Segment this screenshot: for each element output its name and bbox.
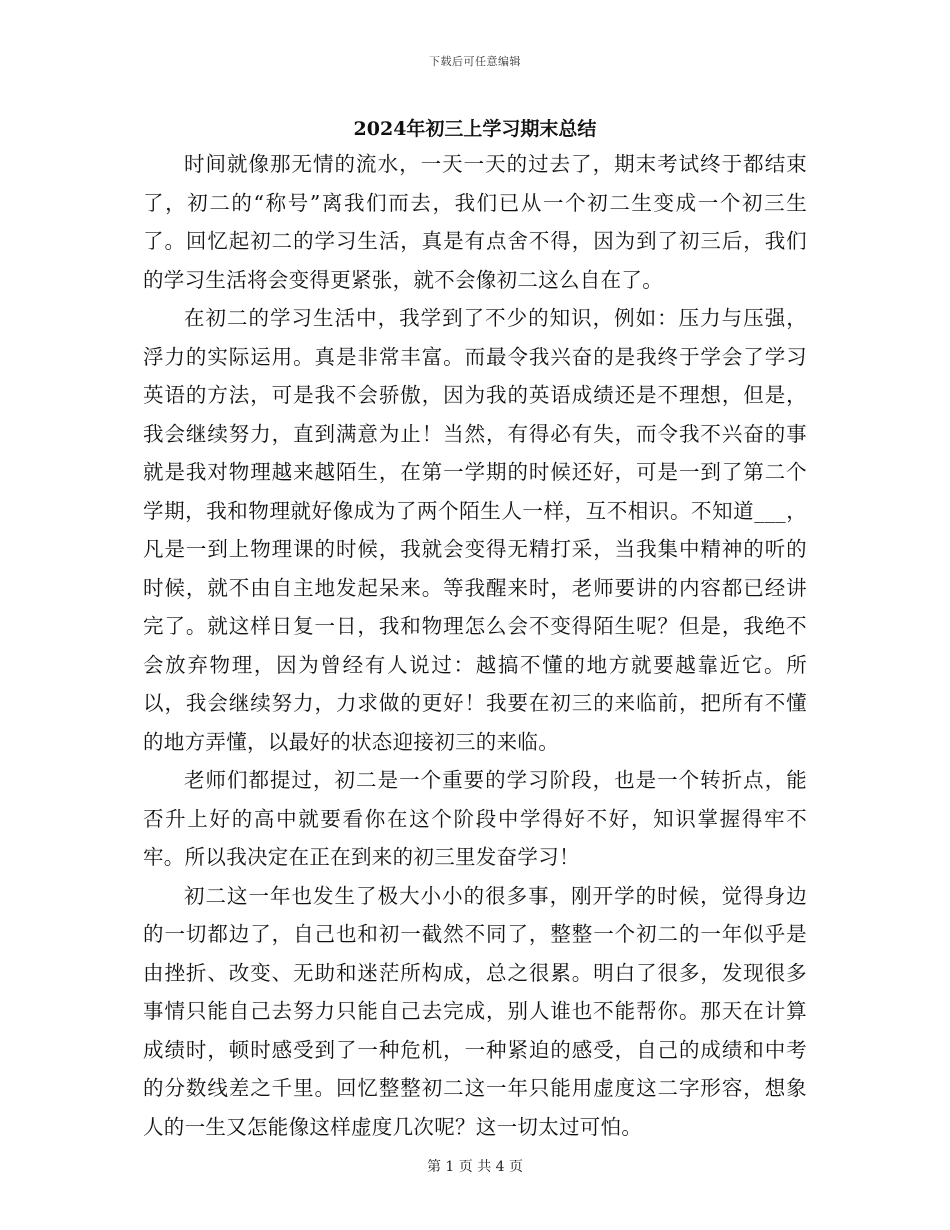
- header-note: 下载后可任意编辑: [429, 55, 521, 68]
- document-body: [143, 145, 807, 1146]
- paragraph-1: 时间就像那无情的流水，一天一天的过去了，期末考试终于都结束了，初二的“称号”离我们而去，我们已从一个初二生变成一个初三生了。回忆起初二的学习生活，真是有点舍不得，因为到了初三后，我们的学习生活将会变得更紧张，就不会像初二这么自在了。: [143, 152, 807, 292]
- paragraph-3: 老师们都提过，初二是一个重要的学习阶段，也是一个转折点，能否升上好的高中就要看你在这个阶段中学得好不好，知识掌握得牢不牢。所以我决定在正在到来的初三里发奋学习！: [143, 768, 807, 869]
- page-number: 第 1 页 共 4 页: [426, 1159, 524, 1175]
- paragraph-2: 在初二的学习生活中，我学到了不少的知识，例如：压力与压强，浮力的实际运用。真是非常丰富。而最令我兴奋的是我终于学会了学习英语的方法，可是我不会骄傲，因为我的英语成绩还是不理想，但是，我会继续努力，直到满意为止！当然，有得必有失，而令我不兴奋的事就是我对物理越来越陌生，在第一学期的时候还好，可是一到了第二个学期，我和物理就好像成为了两个陌生人一样，互不相识。不知道___，凡是一到上物理课的时候，我就会变得无精打采，当我集中精神的听的时候，就不由自主地发起呆来。等我醒来时，老师要讲的内容都已经讲完了。就这样日复一日，我和物理怎么会不变得陌生呢？但是，我绝不会放弃物理，因为曾经有人说过：越搞不懂的地方就要越靠近它。所以，我会继续努力，力求做的更好！我要在初三的来临前，把所有不懂的地方弄懂，以最好的状态迎接初三的来临。: [143, 306, 807, 754]
- document-title: 2024年初三上学习期末总结: [353, 118, 597, 140]
- paragraph-4: 初二这一年也发生了极大小小的很多事，刚开学的时候，觉得身边的一切都边了，自己也和初一截然不同了，整整一个初二的一年似乎是由挫折、改变、无助和迷茫所构成，总之很累。明白了很多，发现很多事情只能自己去努力只能自己去完成，别人谁也不能帮你。那天在计算成绩时，顿时感受到了一种危机，一种紧迫的感受，自己的成绩和中考的分数线差之千里。回忆整整初二这一年只能用虚度这二字形容，想象人的一生又怎能像这样虚度几次呢？这一切太过可怕。: [143, 883, 807, 1139]
